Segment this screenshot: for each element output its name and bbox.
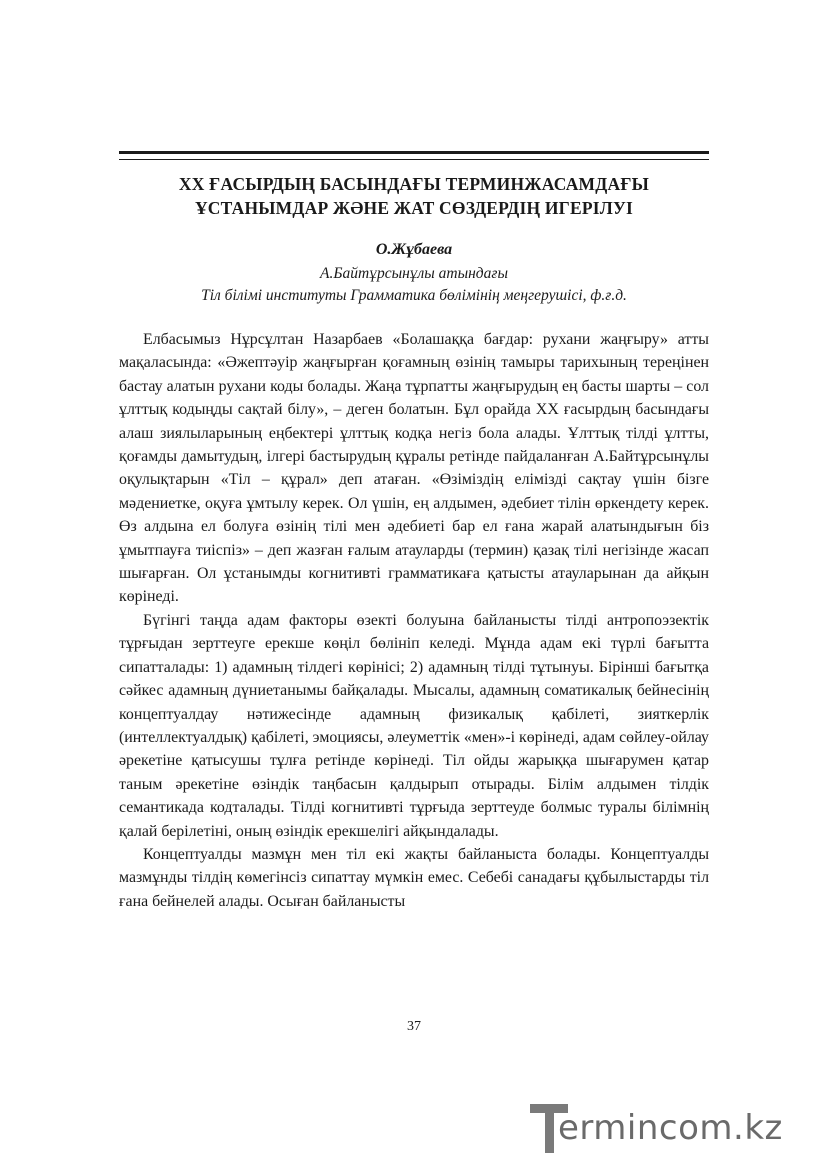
logo-t-stem	[545, 1113, 554, 1153]
body-paragraph: Концептуалды мазмұн мен тіл екі жақты байланыста болады. Концептуалды мазмұнды тілдің көмегінсіз сипаттау мүмкін емес. Себебі санадағы құбылыстарды тіл ғана бейнелей алады. Осыған байланысты	[119, 845, 709, 910]
body-paragraph: Бүгінгі таңда адам факторы өзекті болуына байланысты тілді антропоэзектік тұрғыдан зерттеуге ерекше көңіл бөлініп келеді. Мұнда адам екі түрлі бағытта сипатталады: 1) адамның тілдегі көрінісі; 2) адамның тілді тұтынуы. Бірінші бағытқа сәйкес адамның дүниетанымы байқалады. Мысалы, адамның соматикалық бейнесінің концептуалдау нәтижесінде адамның физикалық қабілеті, зияткерлік (интеллектуалдық) қабілеті, эмоциясы, әлеуметтік «мен»-і көрінеді, адам сөйлеу-ойлау әрекетіне қатысушы тұлға ретінде көрінеді. Тіл ойды жарыққа шығарумен қатар таным әрекетіне өзіндік таңбасын қалдырып отырады. Білім алдымен тілдік семантикада кодталады. Тілді когнитивті тұрғыда зерттеуде болмыс туралы білімнің қалай берілетіні, оның өзіндік ерекшелігі айқындалады.	[119, 611, 709, 840]
title-line: ҰСТАНЫМДАР ЖӘНЕ ЖАТ СӨЗДЕРДІҢ ИГЕРІЛУІ	[194, 198, 634, 218]
page-number: 37	[407, 1019, 421, 1034]
article-body	[119, 328, 709, 913]
affiliation-line: А.Байтұрсынұлы атындағы	[320, 265, 508, 282]
logo-wordmark: ermincom.kz	[558, 1108, 783, 1148]
title-line: XX ҒАСЫРДЫҢ БАСЫНДАҒЫ ТЕРМИНЖАСАМДАҒЫ	[178, 174, 650, 194]
header-rule-thick	[119, 151, 709, 154]
header-rule-thin	[119, 159, 709, 160]
article-title	[119, 172, 709, 220]
author-name: О.Жұбаева	[375, 241, 453, 258]
termincom-logo	[528, 1098, 818, 1158]
author-affiliation	[119, 263, 709, 307]
body-paragraph: Елбасымыз Нұрсұлтан Назарбаев «Болашаққа бағдар: рухани жаңғыру» атты мақаласында: «Әжептәуір жаңғырған қоғамның өзінің тамыры тарихының тереңінен бастау алатын рухани коды болады. Жаңа тұрпатты жаңғырудың ең басты шарты – сол ұлттық кодыңды сақтай білу», – деген болатын. Бұл орайда XX ғасырдың басындағы алаш зиялыларының еңбектері ұлттық кодқа негіз бола алады. Ұлттық тілді ұлтты, қоғамды дамытудың, ілгері бастырудың құралы ретінде пайдаланған А.Байтұрсынұлы оқулықтарын «Тіл – құрал» деп атаған. «Өзіміздің елімізді сақтау үшін бізге мәдениетке, оқуға ұмтылу керек. Ол үшін, ең алдымен, әдебиет тілін өркендету керек. Өз алдына ел болуға өзінің тілі мен әдебиеті бар ел ғана жарай алатындығын біз ұмытпауға тиіспіз» – деп жазған ғалым атауларды (термин) қазақ тілі негізінде жасап шығарған. Ол ұстанымды когнитивті грамматикаға қатысты атауларынан да айқын көрінеді.	[119, 331, 709, 606]
affiliation-line: Тіл білімі институты Грамматика бөлімінің меңгерушісі, ф.ғ.д.	[201, 287, 627, 304]
